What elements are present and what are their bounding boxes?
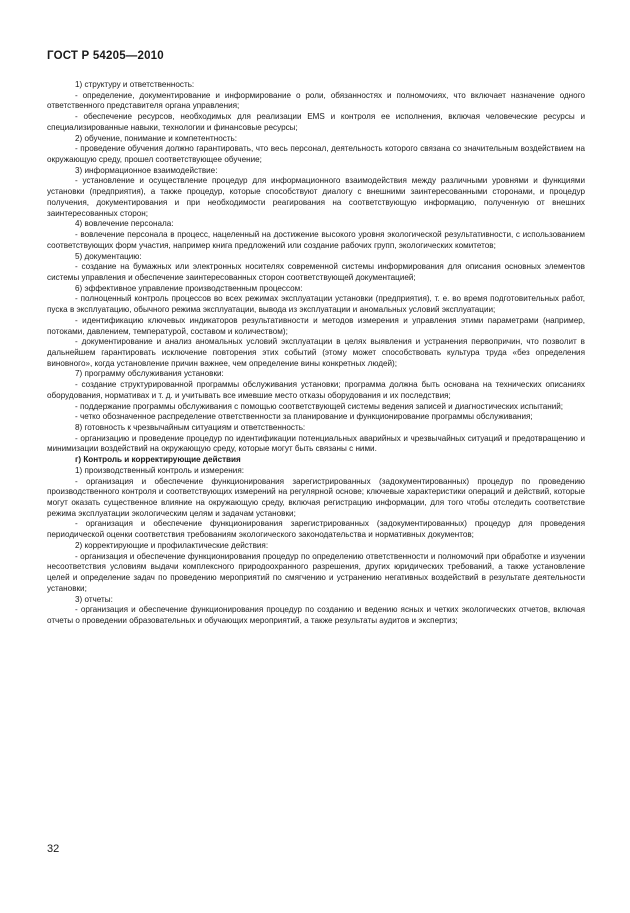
paragraph: - организация и обеспечение функционирования процедур по определению ответственности и полномочий при обработке и изучении несоответствия условиям выдачи комплексного природоохранного разрешения, других юридических требований, а также установление целей и определение задач по проведению мероприятий по смягчению и устранению негативных воздействий в результате деятельности установки; <box>47 551 585 593</box>
paragraph: - организация и обеспечение функционирования зарегистрированных (задокументированных) процедур по проведению производственного контроля и соответствующих измерений на регулярной основе; ключевые характеристики операций и действий, которые могут оказать существенное влияние на окружающую среду, включая регистрацию информации, для того чтобы отследить соответствие режима эксплуатации экологическим целям и задачам установки; <box>47 476 585 518</box>
page-number: 32 <box>47 843 60 855</box>
paragraph: - определение, документирование и информирование о роли, обязанностях и полномочиях, что включает назначение одного ответственного представителя органа управления; <box>47 90 585 111</box>
paragraph: 1) производственный контроль и измерения: <box>75 465 244 475</box>
paragraph: 3) информационное взаимодействие: <box>75 165 218 175</box>
paragraph: - идентификацию ключевых индикаторов результативности и методов измерения и управления этими параметрами (например, потоками, давлением, температурой, составом и количеством); <box>47 315 585 336</box>
paragraph: - проведение обучения должно гарантировать, что весь персонал, деятельность которого связана со значительным воздействием на окружающую среду, прошел соответствующее обучение; <box>47 144 585 165</box>
document-body <box>47 80 585 627</box>
paragraph: 6) эффективное управление производственным процессом: <box>75 283 303 293</box>
paragraph: 5) документацию: <box>75 251 142 261</box>
paragraph: - установление и осуществление процедур для информационного взаимодействия между различными уровнями и функциями установки (предприятия), а также процедур, которые способствуют диалогу с внешними заинтересованными сторонами, и процедур получения, документирования и при необходимости реагирования на соответствующую информацию, полученную от внешних заинтересованных сторон; <box>47 176 585 218</box>
paragraph: 8) готовность к чрезвычайным ситуациям и ответственность: <box>75 423 306 432</box>
paragraph: - организация и обеспечение функционирования процедур по созданию и ведению ясных и четких экологических отчетов, включая отчеты о проведении образовательных и обучающих мероприятий, а также результаты аудитов и экспертиз; <box>47 605 585 625</box>
paragraph: - четко обозначенное распределение ответственности за планирование и функционирование программы обслуживания; <box>75 412 533 422</box>
paragraph: - полноценный контроль процессов во всех режимах эксплуатации установки (предприятия), т. е. во время подготовительных работ, пуска в эксплуатацию, обычного режима эксплуатации, вывода из эксплуатации и аномальных условий эксплуатации; <box>47 294 585 315</box>
paragraph: 3) отчеты: <box>75 594 113 604</box>
document-header-standard-number: ГОСТ Р 54205—2010 <box>47 50 164 62</box>
paragraph: - организацию и проведение процедур по идентификации потенциальных аварийных и чрезвычайных ситуаций и предотвращению и минимизации воздействий на окружающую среду, которые могут быть связаны с ними. <box>47 433 585 454</box>
paragraph: 4) вовлечение персонала: <box>75 219 174 229</box>
section-heading: г) Контроль и корректирующие действия <box>75 455 241 465</box>
paragraph: - документирование и анализ аномальных условий эксплуатации в целях выявления и устранения первопричин, что позволит в дальнейшем гарантировать исключение повторения этих событий (этому может способствовать культура труда «без определения виновного», когда установление причин важнее, чем определение вины конкретных людей); <box>47 337 585 368</box>
paragraph: - вовлечение персонала в процесс, нацеленный на достижение высокого уровня экологической результативности, с использованием соответствующих форм участия, например книга предложений или создание рабочих групп, экологических комитетов; <box>47 230 585 250</box>
paragraph: - организация и обеспечение функционирования зарегистрированных (задокументированных) процедур для проведения периодической оценки соответствия требованиям экологического законодательства и нормативных документов; <box>47 519 585 540</box>
paragraph: - поддержание программы обслуживания с помощью соответствующей системы ведения записей и диагностических испытаний; <box>75 401 564 411</box>
paragraph: - обеспечение ресурсов, необходимых для реализации EMS и контроля ее исполнения, включая человеческие ресурсы и специализированные навыки, технологии и финансовые ресурсы; <box>47 112 585 132</box>
paragraph: 2) корректирующие и профилактические действия: <box>75 540 269 550</box>
paragraph: 7) программу обслуживания установки: <box>75 369 224 379</box>
paragraph: - создание на бумажных или электронных носителях современной системы информирования для описания основных элементов системы управления и обеспечение заинтересованных сторон соответствующей документацией; <box>47 262 585 282</box>
paragraph: 2) обучение, понимание и компетентность: <box>75 133 238 143</box>
paragraph: - создание структурированной программы обслуживания установки; программа должна быть основана на технических описаниях оборудования, нормативах и т. д. и учитывать все имевшие место отказы оборудования и их последствия; <box>47 380 585 400</box>
paragraph: 1) структуру и ответственность: <box>75 80 195 89</box>
